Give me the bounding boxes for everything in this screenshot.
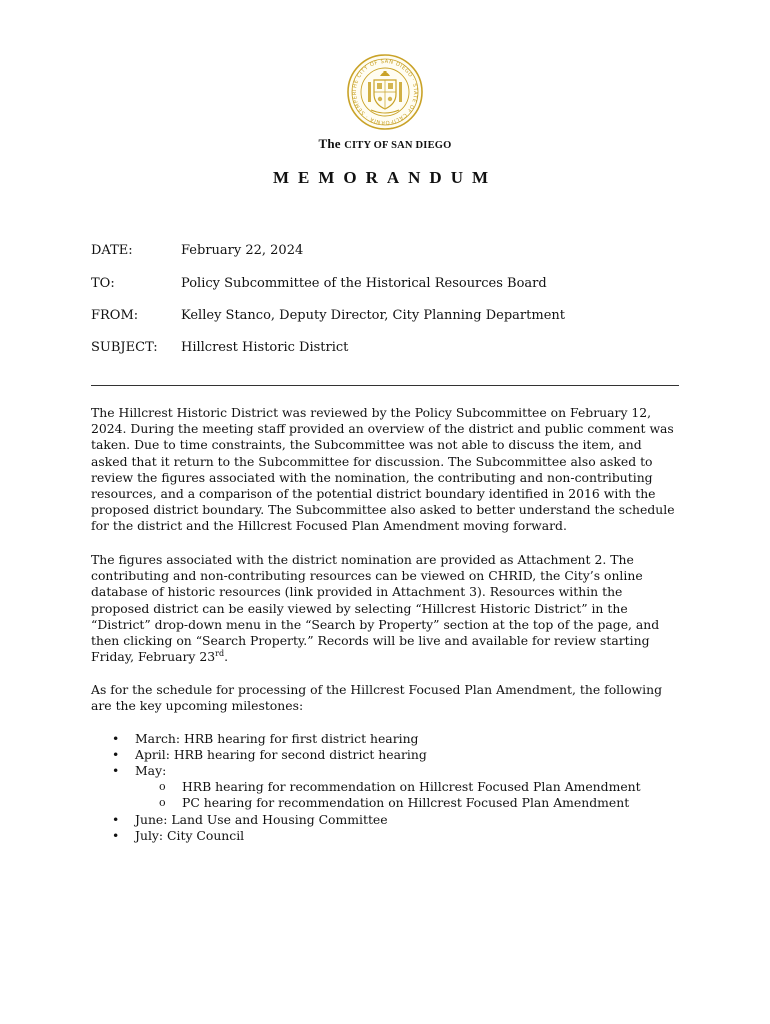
date-label: DATE:: [91, 243, 133, 258]
subject-value: Hillcrest Historic District: [181, 340, 349, 355]
seal-ring-text: THE CITY OF SAN DIEGO · STATE OF CALIFORNIA · SEMPER: [351, 58, 419, 126]
date-value: February 22, 2024: [181, 243, 304, 258]
milestone-may: May:: [135, 763, 167, 779]
subject-label: SUBJECT:: [91, 340, 158, 355]
from-label: FROM:: [91, 308, 139, 323]
paragraph-2: [91, 552, 679, 665]
list-item: [91, 747, 679, 763]
list-item: [91, 779, 679, 795]
sub-bullet-icon: o: [159, 780, 166, 793]
city-name: CITY OF SAN DIEGO: [344, 140, 452, 151]
sub-bullet-icon: o: [159, 796, 166, 810]
from-value: Kelley Stanco, Deputy Director, City Planning Department: [181, 308, 565, 323]
to-value: Policy Subcommittee of the Historical Resources Board: [181, 276, 547, 291]
bullet-icon: •: [112, 763, 120, 779]
header-divider: [91, 385, 679, 386]
milestone-list-continued: [91, 812, 679, 844]
paragraph-2-end: .: [224, 649, 229, 665]
list-item: [91, 795, 679, 811]
bullet-icon: •: [112, 812, 120, 827]
to-label: TO:: [91, 276, 115, 291]
city-name-heading: [0, 136, 770, 152]
city-prefix: The: [318, 136, 345, 151]
milestone-list: [91, 731, 679, 780]
ordinal-suffix: rd: [215, 649, 225, 659]
city-seal-logo: [347, 54, 423, 130]
bullet-icon: •: [112, 828, 120, 844]
milestone-march: March: HRB hearing for first district hearing: [135, 731, 419, 746]
list-item: [91, 812, 679, 828]
may-sub-list: [91, 779, 679, 811]
memorandum-title: MEMORANDUM: [272, 168, 498, 187]
list-item: [91, 828, 679, 844]
paragraph-2-text: The figures associated with the district nomination are provided as Attachment 2. The contributing and non-contributing resources can be viewed on CHRID, the City’s online database of historic resources (link provided in Attachment 3). Resources within the proposed district can be easily viewed by selecting “Hillcrest Historic District” in the “District” drop-down menu in the “Search by Property” section at the top of the page, and then clicking on “Search Property.” Records will be live and available for review starting Friday, February 23: [91, 552, 660, 665]
paragraph-1: The Hillcrest Historic District was reviewed by the Policy Subcommittee on February 12, 2024. During the meeting staff provided an overview of the district and public comment was taken. Due to time constraints, the Subcommittee was not able to discuss the item, and asked that it return to the Subcommittee for discussion. The Subcommittee also asked to review the figures associated with the nomination, the contributing and non-contributing resources, and a comparison of the potential district boundary identified in 2016 with the proposed district boundary. The Subcommittee also asked to better understand the schedule for the district and the Hillcrest Focused Plan Amendment moving forward.: [91, 405, 675, 534]
milestone-april: April: HRB hearing for second district hearing: [135, 747, 427, 763]
milestone-july: July: City Council: [135, 828, 245, 844]
bullet-icon: •: [112, 747, 120, 763]
milestone-may-hrb: HRB hearing for recommendation on Hillcrest Focused Plan Amendment: [182, 779, 641, 794]
milestone-may-pc: PC hearing for recommendation on Hillcrest Focused Plan Amendment: [182, 795, 630, 811]
list-item: [91, 731, 679, 747]
paragraph-3: As for the schedule for processing of the Hillcrest Focused Plan Amendment, the following are the key upcoming milestones:: [91, 682, 663, 714]
milestone-june: June: Land Use and Housing Committee: [135, 812, 388, 827]
list-item: [91, 763, 679, 779]
bullet-icon: •: [112, 731, 120, 746]
